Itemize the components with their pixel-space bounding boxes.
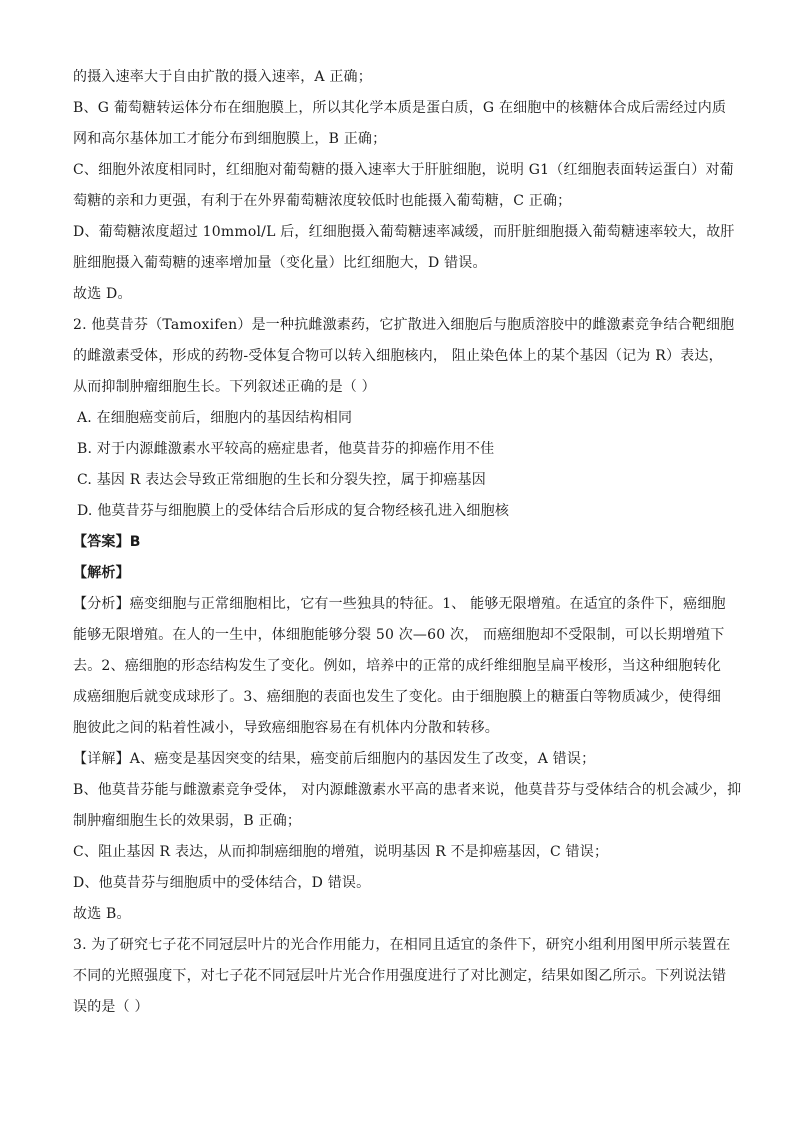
question-stem-line: 的雌激素受体，形成的药物-受体复合物可以转入细胞核内， 阻止染色体上的某个基因（记为 R）表达， — [73, 348, 723, 364]
analysis-label: 【解析】 — [73, 565, 130, 581]
question-stem-line: 不同的光照强度下，对七子花不同冠层叶片光合作用强度进行了对比测定，结果如图乙所示。下列说法错 — [73, 968, 727, 984]
text-line: C、细胞外浓度相同时，红细胞对葡萄糖的摄入速率大于肝脏细胞，说明 G1（红细胞表面转运蛋白）对葡 — [73, 162, 734, 178]
text-line: 的摄入速率大于自由扩散的摄入速率，A 正确； — [73, 69, 372, 85]
text-line: 网和高尔基体加工才能分布到细胞膜上，B 正确； — [73, 131, 387, 147]
text-line: C、阻止基因 R 表达，从而抑制癌细胞的增殖，说明基因 R 不是抑癌基因，C 错误； — [73, 844, 609, 860]
text-line: 故选 B。 — [73, 906, 131, 922]
text-line: 成癌细胞后就变成球形了。3、癌细胞的表面也发生了变化。由于细胞膜上的糖蛋白等物质减少，使得细 — [73, 689, 722, 705]
text-line: 脏细胞摄入葡萄糖的速率增加量（变化量）比红细胞大，D 错误。 — [73, 255, 487, 271]
text-line: D、葡萄糖浓度超过 10mmol/L 后，红细胞摄入葡萄糖速率减缓，而肝脏细胞摄入葡萄糖速率较大，故肝 — [73, 224, 735, 240]
text-line: B、G 葡萄糖转运体分布在细胞膜上，所以其化学本质是蛋白质，G 在细胞中的核糖体合成后需经过内质 — [73, 100, 727, 116]
question-stem-line: 误的是（ ） — [73, 999, 149, 1015]
option-b: B. 对于内源雌激素水平较高的癌症患者，他莫昔芬的抑癌作用不佳 — [77, 441, 495, 457]
text-line: B、他莫昔芬能与雌激素竞争受体， 对内源雌激素水平高的患者来说，他莫昔芬与受体结合的机会减少，抑 — [73, 782, 742, 798]
question-stem-line: 2. 他莫昔芬（Tamoxifen）是一种抗雌激素药，它扩散进入细胞后与胞质溶胶中的雌激素竞争结合靶细胞 — [73, 317, 735, 333]
answer-label: 【答案】B — [73, 534, 141, 550]
option-c: C. 基因 R 表达会导致正常细胞的生长和分裂失控，属于抑癌基因 — [77, 472, 486, 488]
text-line: 【详解】A、癌变是基因突变的结果，癌变前后细胞内的基因发生了改变，A 错误； — [73, 751, 596, 767]
option-a: A. 在细胞癌变前后，细胞内的基因结构相同 — [77, 410, 353, 426]
question-stem-line: 3. 为了研究七子花不同冠层叶片的光合作用能力，在相同且适宜的条件下，研究小组利用图甲所示装置在 — [73, 937, 731, 953]
text-line: 能够无限增殖。在人的一生中，体细胞能够分裂 50 次—60 次， 而癌细胞却不受限制，可以长期增殖下 — [73, 627, 725, 643]
text-line: 胞彼此之间的粘着性减小，导致癌细胞容易在有机体内分散和转移。 — [73, 720, 499, 736]
text-line: 故选 D。 — [73, 286, 132, 302]
text-line: 萄糖的亲和力更强，有利于在外界葡萄糖浓度较低时也能摄入葡萄糖，C 正确； — [73, 193, 572, 209]
question-stem-line: 从而抑制肿瘤细胞生长。下列叙述正确的是（ ） — [73, 379, 376, 395]
text-line: 制肿瘤细胞生长的效果弱，B 正确； — [73, 813, 302, 829]
text-line: 【分析】癌变细胞与正常细胞相比，它有一些独具的特征。1、 能够无限增殖。在适宜的条件下，癌细胞 — [73, 596, 726, 612]
option-d: D. 他莫昔芬与细胞膜上的受体结合后形成的复合物经核孔进入细胞核 — [77, 503, 510, 519]
text-line: 去。2、癌细胞的形态结构发生了变化。例如，培养中的正常的成纤维细胞呈扁平梭形，当这种细胞转化 — [73, 658, 722, 674]
text-line: D、他莫昔芬与细胞质中的受体结合，D 错误。 — [73, 875, 371, 891]
document-page — [73, 62, 742, 1023]
